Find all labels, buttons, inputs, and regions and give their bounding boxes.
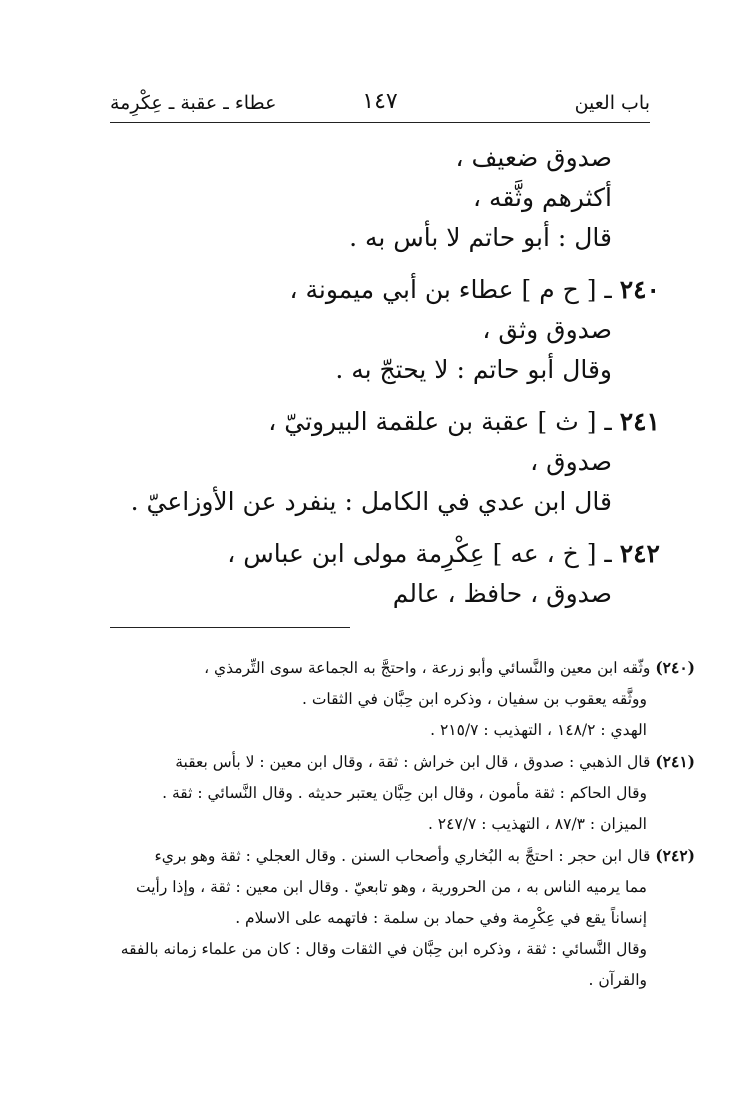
text-line: أكثرهم وثَّقه ، [472,183,612,212]
footnote-text: ووثَّقه يعقوب بن سفيان ، وذكره ابن حِبَّان في الثقات . [301,690,647,708]
entry-240-heading [100,270,660,310]
footnote-242 [100,840,695,872]
section-title: عطاء ـ عقبة ـ عِكْرِمة [110,92,277,114]
footnote-text: الميزان : ٨٧/٣ ، التهذيب : ٢٤٧/٧ . [427,815,647,833]
entry-242-heading [100,534,660,574]
text-line: صدوق وثق ، [482,315,612,344]
text-line: وقال أبو حاتم : لا يحتجّ به . [335,355,612,384]
text-line: قال : أبو حاتم لا بأس به . [349,223,612,252]
footnote-text: والقرآن . [588,971,647,989]
footnote-text: وقال الحاكم : ثقة مأمون ، وقال ابن حِبَّان يعتبر حديثه . وقال النَّسائي : ثقة . [162,784,647,802]
footnote-divider [110,627,350,628]
running-header [110,88,650,123]
text-line: صدوق ، حافظ ، عالم [392,579,612,608]
entry-241-heading [100,402,660,442]
footnote-number: (٢٤٢) [655,846,695,865]
entry-title: ـ [ ث ] عقبة بن علقمة البيروتيّ ، [268,407,612,436]
footnote-240 [100,652,695,684]
footnote-text: وقال النَّسائي : ثقة ، وذكره ابن حِبَّان في الثقات وقال : كان من علماء زمانه بالفقه [120,940,647,958]
footnote-text: الهدي : ١٤٨/٢ ، التهذيب : ٢١٥/٧ . [430,721,647,739]
entry-title: ـ [ خ ، عه ] عِكْرِمة مولى ابن عباس ، [227,539,612,568]
text-line: صدوق ضعيف ، [455,143,612,172]
entry-number: ٢٤٢ [619,539,660,568]
footnote-text: قال ابن حجر : احتجَّ به البُخاري وأصحاب السنن . وقال العجلي : ثقة وهو بريء [154,847,651,865]
page-number: ١٤٧ [362,89,398,114]
entry-title: ـ [ ح م ] عطاء بن أبي ميمونة ، [289,275,612,304]
main-text [100,138,660,614]
entry-number: ٢٤٠ [619,275,660,304]
text-line: قال ابن عدي في الكامل : ينفرد عن الأوزاعيّ . [130,487,612,516]
entry-number: ٢٤١ [619,407,660,436]
footnote-text: وثّقه ابن معين والنَّسائي وأبو زرعة ، واحتجَّ به الجماعة سوى التِّرمذي ، [204,659,651,677]
footnote-number: (٢٤١) [655,752,695,771]
chapter-title: باب العين [574,92,650,114]
text-line: صدوق ، [530,447,612,476]
footnote-text: قال الذهبي : صدوق ، قال ابن خراش : ثقة ، وقال ابن معين : لا بأس بعقبة [175,753,651,771]
footnote-text: مما يرميه الناس به ، من الحرورية ، وهو تابعيّ . وقال ابن معين : ثقة ، وإذا رأيت [135,878,647,896]
footnotes [100,652,695,996]
footnote-241 [100,746,695,778]
footnote-number: (٢٤٠) [655,658,695,677]
footnote-text: إنساناً يقع في عِكْرِمة وفي حماد بن سلمة : فاتهمه على الاسلام . [235,909,647,927]
